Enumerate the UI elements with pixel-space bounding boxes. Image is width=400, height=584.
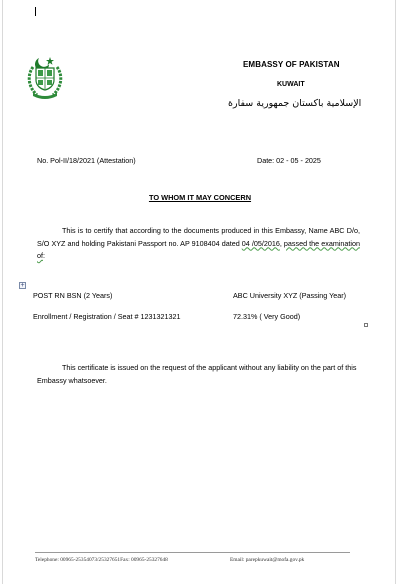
document-title xyxy=(0,193,400,202)
para1-text: This is to certify that according to the documents produced in this Embassy, Name ABC D/o, S/O XYZ and holding Pakistani Passport no. AP 9108404 dated xyxy=(37,226,360,248)
reference-number: No. Pol-II/18/2021 (Attestation) xyxy=(37,156,136,165)
passport-date: 04 /05/2016 xyxy=(241,238,280,248)
para1-colon: : xyxy=(43,251,45,261)
document-title-text: TO WHOM IT MAY CONCERN xyxy=(148,193,252,202)
footer-phone: Telephone: 00965-25354073/25327651Fax: 00965-25327648 xyxy=(35,557,168,563)
embassy-urdu-name: الإسلامية باكستان جمهورية سفارة xyxy=(228,98,362,109)
results-row-2-score: 72.31% ( Very Good) xyxy=(233,312,301,321)
passed-phrase: passed the examination of xyxy=(37,238,360,261)
results-row-2-enrollment: Enrollment / Registration / Seat # 1231321321 xyxy=(33,312,181,321)
disclaimer-paragraph: This certificate is issued on the request of the applicant without any liability on the part of this Embassy whatsoever. xyxy=(37,363,357,385)
footer-contact xyxy=(35,557,305,563)
issue-date: Date: 02 - 05 - 2025 xyxy=(257,156,321,165)
table-resize-handle-icon[interactable] xyxy=(364,323,368,327)
state-emblem-icon xyxy=(25,55,65,99)
footer-email: Email: parepkuwait@mofa.gov.pk xyxy=(230,557,305,563)
results-row-1-program: POST RN BSN (2 Years) xyxy=(33,291,113,300)
table-move-handle-icon[interactable]: + xyxy=(20,282,25,289)
embassy-name: EMBASSY OF PAKISTAN xyxy=(243,60,340,69)
footer-divider xyxy=(35,552,350,553)
para1-comma: , xyxy=(279,238,284,248)
embassy-city: KUWAIT xyxy=(277,81,305,88)
text-cursor xyxy=(35,7,36,16)
certification-paragraph xyxy=(37,225,360,263)
results-row-1-university: ABC University XYZ (Passing Year) xyxy=(233,291,347,300)
